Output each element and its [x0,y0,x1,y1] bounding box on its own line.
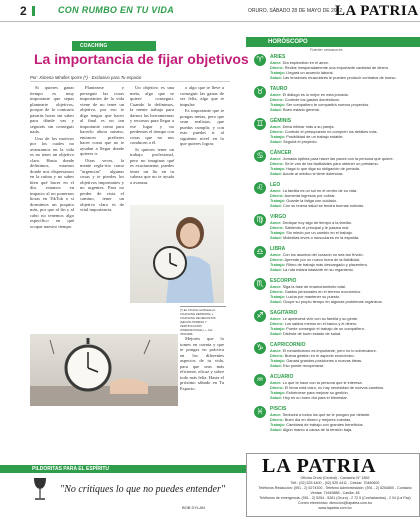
article-column-1 [30,85,74,332]
sign-name: LEO [270,182,281,188]
sign-name: CÁNCER [270,150,292,156]
love-label: Amor: [270,316,282,321]
work-label: Trabajo: [270,358,286,363]
love-text: Jornada óptima para hacer las paces con la persona que quiere. [282,156,394,161]
article-byline: Por: Ximena Miralles Iporre (*) - Exclusivo para Tu espacio [30,75,230,82]
money-text: Gastos personales en el terreno económico. [284,289,362,294]
article-paragraph: Si quieres ganar tiempo es muy importante que sepas plantearte objetivos, porque de lo contrario pasarás horas sin saber para dónde vas y seguirás sin conseguir nada. [30,85,74,134]
horoscope-sign [254,406,420,444]
health-text: Algún mareo a causa de la tensión baja. [282,427,353,432]
health-label: Salud: [270,75,282,80]
work-text: Esfuércese para mejorar su gestión. [286,390,349,395]
article-title: La importancia de fijar objetivos [34,51,249,67]
pocket-watch-photo [30,334,178,406]
love-text: Siga la fase de enamoramiento total. [282,284,346,289]
publisher-name: LA PATRIA [262,455,377,477]
section-title: CON RUMBO EN TU VIDA [58,5,174,15]
work-label: Trabajo: [270,422,286,427]
zodiac-icon: ♎ [254,246,266,258]
health-text: Eso puede recuperarse. [282,363,325,368]
sign-forecast [270,316,420,336]
zodiac-icon: ♒ [254,374,266,386]
article-paragraph: Uno de los motivos por los cuales no avanzamos en la vida es no tener un objetivo claro. Hasta donde definimos, estamos donde nos dispersamos en la rutina y no sabes bien qué hacer en el día, estamos en impacto al no ponernos horas en TikTok o si dormimos un poquito más, por que al fin y al cabo no tenemos algo específico en qué ocupar nuestro tiempo. [30,135,74,229]
work-text: Puede conseguir el trabajo de un compañero. [286,326,365,331]
sign-name: LIBRA [270,246,286,252]
health-label: Salud: [270,203,282,208]
health-line [270,395,420,400]
publisher-line: Teléfonos Redacción: (591 - 2) 5274100 - Telefono Administración: (591 - 2) 5254800 - Contacto [258,486,412,490]
work-label: Trabajo: [270,166,286,171]
money-text: Controle el presupuesto no compren los detalles más. [284,129,378,134]
section-tab-coaching: COACHING [72,41,156,51]
money-label: Dinero: [270,257,284,262]
money-label: Dinero: [270,289,284,294]
love-text: El romanticismo es importante, pero no lo sobrevalore. [282,348,377,353]
love-text: Día esplendido en el amor. [282,60,329,65]
zodiac-icon: ♊ [254,118,266,130]
article-column-4 [180,85,224,203]
health-label: Salud: [270,267,282,272]
zodiac-icon: ♉ [254,86,266,98]
health-text: La ruta estará bastante en su organismo. [282,267,354,272]
health-line [270,171,420,176]
money-label: Dinero: [270,129,284,134]
money-label: Dinero: [270,353,284,358]
love-text: Con los asuntos del corazón no sea tan frívolo. [282,252,364,257]
work-label: Trabajo: [270,70,286,75]
pildoritas-heading: PILDORITAS PARA EL ESPÍRITU [0,465,246,473]
article-column-4-continued [180,336,224,406]
love-label: Amor: [270,412,282,417]
sign-name: CAPRICORNIO [270,342,306,348]
love-label: Amor: [270,188,282,193]
sign-name: VIRGO [270,214,287,220]
woman-with-clock-photo [130,205,224,303]
health-text: Acude al médico si tiene dolencias. [282,171,344,176]
health-line [270,299,420,304]
love-label: Amor: [270,92,282,97]
health-text: Ocupe su propio tiempo en algunas problemas orgánicos. [282,299,383,304]
health-text: Hoy es un buen día para el bienestar. [282,395,348,400]
work-text: Cambiará de trabajo con grandes beneficios. [286,422,364,427]
love-text: Deba intimar más a su pareja. [282,124,335,129]
love-text: Le apetecerá vivir con su familia y su gente. [282,316,359,321]
article-paragraph: Un objetivo es una meta, algo que se quiere conseguir. Cuando lo definimos, la mente trabaja para darnos las herramientas y recursos para llegar a ese lugar y no perdemos el tiempo con cosas que no nos conducen a él. [130,85,174,145]
author-credit: (*) Es COACH certificada en COACHING PERSONAL y COACHING DE NEGOCIOS (SEGÚN NORMAS Y CERTIFICACIÓN INTERNACIONAL) — Cel. 76913366 [180,306,226,332]
zodiac-icon: ♈ [254,54,266,66]
masthead: LA PATRIA [335,3,419,19]
love-label: Amor: [270,284,282,289]
work-label: Trabajo: [270,294,286,299]
zodiac-icon: ♏ [254,278,266,290]
sign-forecast [270,412,420,432]
health-line [270,363,420,368]
zodiac-icon: ♑ [254,342,266,354]
work-text: Ganará grandes posiciones o nuevas ideas. [286,358,363,363]
publisher-line: Correo electrónico: direccion@lapatria.com.bo [298,501,372,505]
sign-forecast [270,380,420,400]
love-label: Amor: [270,156,282,161]
health-label: Salud: [270,235,282,240]
money-text: Controle los gastos domésticos. [284,97,340,102]
love-label: Amor: [270,220,282,225]
health-label: Salud: [270,107,282,112]
health-label: Salud: [270,139,282,144]
zodiac-icon: ♌ [254,182,266,194]
health-text: Molestias leves o musculares en la espalda. [282,235,360,240]
money-label: Dinero: [270,225,284,230]
dateline: ORURO, SÁBADO 28 DE MAYO DE 2022 [248,8,343,14]
money-text: Se le van de las facilidades para obtener un préstamo. [284,161,379,166]
money-label: Dinero: [270,65,284,70]
love-text: Seducirá a todos los que se le pongan por delante. [282,412,371,417]
money-text: Buen día en dinero y mejores cuentas. [284,417,352,422]
wine-glass-icon [30,476,50,502]
love-text: El diálogo es lo mejor en esta jornada. [282,92,349,97]
sign-forecast [270,156,420,176]
health-line [270,203,420,208]
money-label: Dinero: [270,385,284,390]
publisher-line: www.lapatria.com.bo [318,506,352,510]
publisher-line: Oficina Oruro (Central) - Camacho N° 1892 [300,476,370,480]
work-text: Lucha por mantener su puesto. [286,294,341,299]
money-label: Dinero: [270,417,284,422]
love-text: Dedique hoy algo de tiempo a la familia. [282,220,352,225]
sign-name: TAURO [270,86,288,92]
love-label: Amor: [270,124,282,129]
article-paragraph: Mejores que lo tomes en cuenta y que te pongas en práctica en los diferentes aspectos de tu vida, para que seas más eficiente, eficaz y sobre todo más feliz. Hasta el próximo sábado en Tu Espacio. [180,336,224,391]
page-number: 2 [20,4,27,18]
health-label: Salud: [270,299,282,304]
sign-forecast [270,92,420,112]
article-column-3 [130,85,174,203]
article-paragraph: Es importante que te pongas metas, pero que sean realistas, que puedas cumplir, y con esto puedes ir al siguiente nivel en lo que quieres lograr. [180,108,224,146]
health-line [270,331,420,336]
article-column-2 [80,85,124,332]
love-text: Lo que te hace con la persona que le interesa. [282,380,363,385]
horoscope-source: Fuente: semana.es [310,48,343,52]
money-text: Los saldos menos en el banco y el dinero. [284,321,358,326]
health-line [270,235,420,240]
love-label: Amor: [270,348,282,353]
health-line [270,75,420,80]
work-label: Trabajo: [270,102,286,107]
health-label: Salud: [270,427,282,432]
money-text: Recibe inesperadamente una importante cantidad de dinero. [284,65,390,70]
health-line [270,267,420,272]
health-label: Salud: [270,171,282,176]
sign-forecast [270,252,420,272]
work-text: Guarde la fatiga con cuidado. [286,198,338,203]
sign-name: ACUARIO [270,374,294,380]
health-text: Disfrute de buen estado de salud. [282,331,342,336]
work-label: Trabajo: [270,230,286,235]
pildoritas-quote: "No critiques lo que no puedes entender" [60,484,226,495]
work-text: Ritmo de trabajo más descargado y placentero. [286,262,368,267]
money-text: El tema está claro, no hay necesidad de nuevos cambios. [284,385,385,390]
sign-name: ESCORPIO [270,278,297,284]
work-text: Llegará un acuerdo laboral. [286,70,334,75]
work-label: Trabajo: [270,262,286,267]
zodiac-icon: ♍ [254,214,266,226]
money-label: Dinero: [270,193,284,198]
sign-name: GÉMINIS [270,118,292,124]
work-label: Trabajo: [270,198,286,203]
money-text: Sabiendo el principal y le pasará mal. [284,225,350,230]
work-label: Trabajo: [270,390,286,395]
health-label: Salud: [270,363,282,368]
health-line [270,427,420,432]
love-label: Amor: [270,60,282,65]
publisher-line: Telf.: (02) 525 4400 - (02) 525 4411 - Celular: 70480600 [290,481,380,485]
sign-forecast [270,220,420,240]
sign-name: SAGITARIO [270,310,298,316]
zodiac-icon: ♐ [254,310,266,322]
work-text: Haga lo que diga su obligación de jornada. [286,166,360,171]
article-paragraph: Plantearse y perseguir las cosas importantes de la vida viene de no tener un objetivo, por eso te digo tengas que hacer al final es no tan importante como para hacerlo ahora mismo, entonces prefieres hacer cosas que no te ayudan a llegar donde quieres ir. [80,85,124,156]
article-paragraph: o algo que te lleve a conseguir las ganas de ser feliz, algo que te impulse. [180,85,224,107]
money-label: Dinero: [270,161,284,166]
work-text: Ser compañero te compartirá nuevos proyectos. [286,102,370,107]
health-line [270,107,420,112]
health-line [270,139,420,144]
money-label: Dinero: [270,321,284,326]
sign-forecast [270,348,420,368]
love-text: La familia es un sol en el centro de su vida. [282,188,358,193]
work-text: Sin miedo por un cambio en el trabajo. [286,230,353,235]
health-text: Buen estado general. [282,107,320,112]
sign-forecast [270,124,420,144]
sign-forecast [270,284,420,304]
work-text: Posibilidad de un trabajo estable. [286,134,344,139]
work-label: Trabajo: [270,326,286,331]
publisher-line: Ventas: 71649888 - Casilla: 48 [310,491,360,495]
quote-author: BOB DYLAN [182,505,205,510]
page-number-bar [32,6,35,16]
love-label: Amor: [270,252,282,257]
article-paragraph: Otras veces, la mente regla-rito como "urgencias" algunas cosas y te pierdes los objetivos importantes y no urgentes. Para no perder de vista el camino, tener un objetivo claro es de vital importancia. [80,157,124,212]
sign-name: ARIES [270,54,286,60]
health-label: Salud: [270,395,282,400]
sign-forecast [270,188,420,208]
zodiac-icon: ♋ [254,150,266,162]
health-text: Con su buena salud se tendrá buenas noticias. [282,203,365,208]
zodiac-icon: ♓ [254,406,266,418]
article-paragraph: Si quieres tener un trabajo profesional, pero no imaginas qué es exactamente, puedes tener un lío en tu cabeza que no te ayuda a avanzar. [130,146,174,185]
money-text: Aprende por un nuevo fuera de la fiabilidad. [284,257,360,262]
sign-forecast [270,60,420,80]
money-text: Aumenta ingresos por cobrar. [284,193,336,198]
health-text: Seguirá el proyecto. [282,139,318,144]
money-text: Buena gestión en el aspecto económico. [284,353,355,358]
health-label: Salud: [270,331,282,336]
money-label: Dinero: [270,97,284,102]
health-text: Las tensiones musculares le pueden producir contratos de hueso. [282,75,397,80]
work-label: Trabajo: [270,134,286,139]
horoscope-heading: HORÓSCOPO [246,37,420,47]
love-label: Amor: [270,380,282,385]
sign-name: PISCIS [270,406,287,412]
publisher-line: Teléfonos de emergencia: (591 - 2) 5254 - 5281 (Oruro) - 2 72 5 (Cochabamba) - 2 04 (La Paz) [259,496,411,500]
